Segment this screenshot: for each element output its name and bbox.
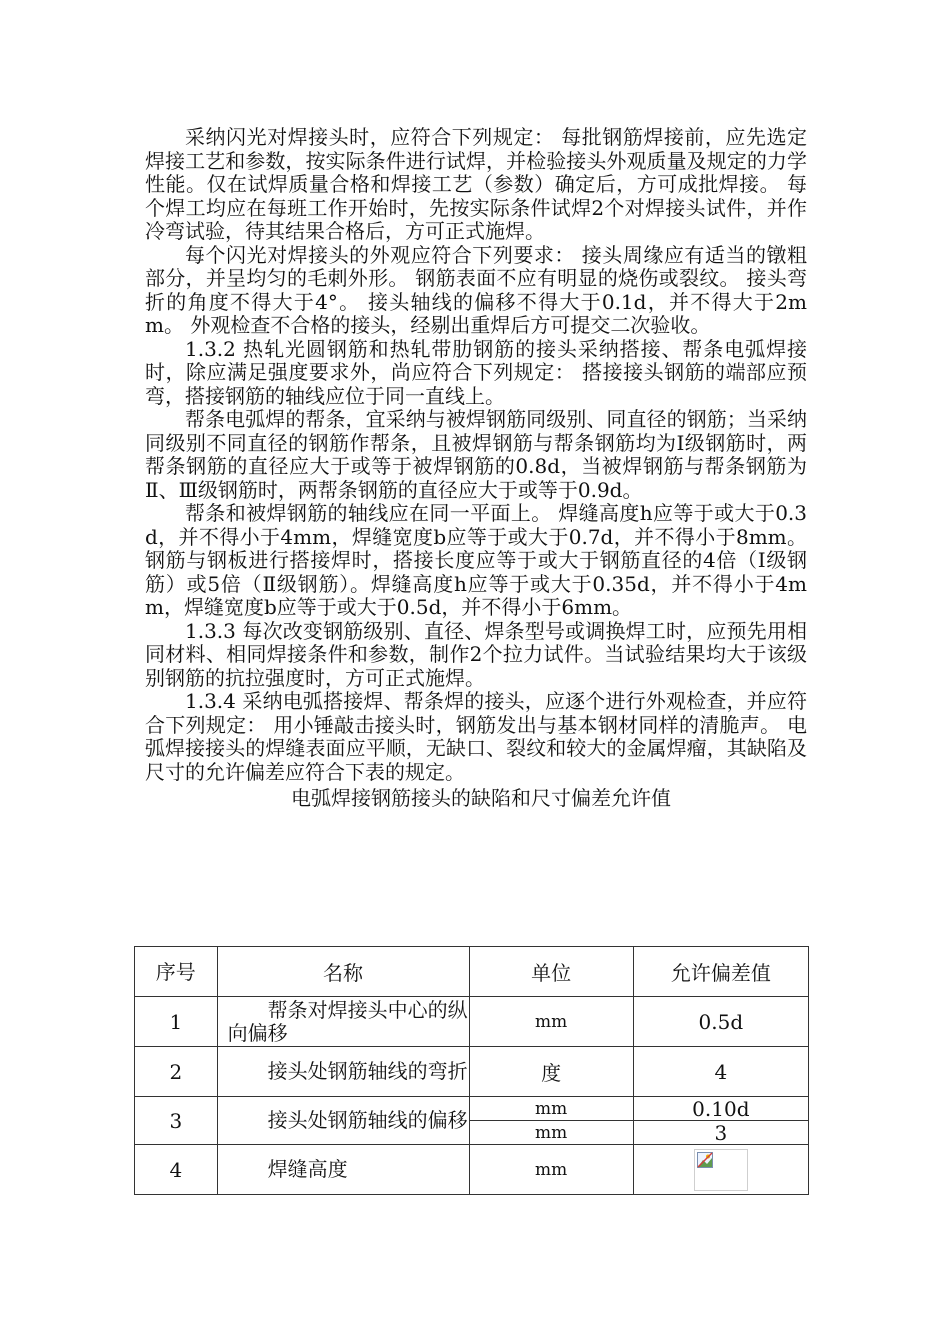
table-header-row xyxy=(135,947,809,997)
table-row xyxy=(135,1047,809,1097)
paragraph-joint-appearance: 每个闪光对焊接头的外观应符合下列要求： 接头周缘应有适当的镦粗部分，并呈均匀的毛刺外形。 钢筋表面不应有明显的烧伤或裂纹。 接头弯折的角度不得大于4°。 接头轴线的偏移不得大于0.1d，并不得大于2mm。 外观检查不合格的接头，经剔出重焊后方可提交二次验收。 xyxy=(145,242,807,337)
header-no: 序号 xyxy=(135,947,218,997)
document-body xyxy=(145,126,807,810)
deviation-table xyxy=(134,946,809,1195)
row-name-text: 焊缝高度 xyxy=(267,1157,348,1181)
row-unit: mm xyxy=(469,1145,633,1195)
table-row xyxy=(135,1145,809,1195)
broken-image-icon xyxy=(694,1149,748,1191)
table-caption: 电弧焊接钢筋接头的缺陷和尺寸偏差允许值 xyxy=(291,786,671,810)
row-name-text: 接头处钢筋轴线的弯折 xyxy=(267,1059,468,1083)
row-unit: mm xyxy=(469,1097,633,1121)
paragraph-1-3-2: 1.3.2 热轧光圆钢筋和热轧带肋钢筋的接头采纳搭接、帮条电弧焊接时，除应满足强度要求外，尚应符合下列规定： 搭接接头钢筋的端部应预弯，搭接钢筋的轴线应位于同一直线上。 xyxy=(145,336,807,408)
paragraph-strap-weld: 帮条电弧焊的帮条，宜采纳与被焊钢筋同级别、同直径的钢筋；当采纳同级别不同直径的钢筋作帮条，且被焊钢筋与帮条钢筋均为Ⅰ级钢筋时，两帮条钢筋的直径应大于或等于被焊钢筋的0.8d，当被焊钢筋与帮条钢筋为Ⅱ、Ⅲ级钢筋时，两帮条钢筋的直径应大于或等于0.9d。 xyxy=(145,407,807,502)
row-unit: 度 xyxy=(469,1047,633,1097)
row-name xyxy=(217,1145,469,1195)
row-no: 2 xyxy=(135,1047,218,1097)
row-no: 4 xyxy=(135,1145,218,1195)
row-value: 0.10d xyxy=(633,1097,808,1121)
row-unit: mm xyxy=(469,997,633,1047)
row-value xyxy=(633,1145,808,1195)
row-no: 3 xyxy=(135,1097,218,1145)
table-row xyxy=(135,1097,809,1121)
header-unit: 单位 xyxy=(469,947,633,997)
paragraph-weld-height: 帮条和被焊钢筋的轴线应在同一平面上。 焊缝高度h应等于或大于0.3d，并不得小于4mm，焊缝宽度b应等于或大于0.7d，并不得小于8mm。 钢筋与钢板进行搭接焊时，搭接长度应等于或大于钢筋直径的4倍（Ⅰ级钢筋）或5倍（Ⅱ级钢筋）。焊缝高度h应等于或大于0.35d，并不得小于4mm，焊缝宽度b应等于或大于0.5d，并不得小于6mm。 xyxy=(145,501,807,619)
row-value: 0.5d xyxy=(633,997,808,1047)
row-no: 1 xyxy=(135,997,218,1047)
row-value-secondary: 3 xyxy=(633,1121,808,1145)
table-row xyxy=(135,997,809,1047)
row-name xyxy=(217,1097,469,1145)
row-name-text: 帮条对焊接头中心的纵向偏移 xyxy=(227,997,468,1045)
paragraph-flash-butt-welding: 采纳闪光对焊接头时，应符合下列规定： 每批钢筋焊接前，应先选定焊接工艺和参数，按实际条件进行试焊，并检验接头外观质量及规定的力学性能。仅在试焊质量合格和焊接工艺（参数）确定后，方可成批焊接。 每个焊工均应在每班工作开始时，先按实际条件试焊2个对焊接头试件，并作冷弯试验，待其结果合格后，方可正式施焊。 xyxy=(145,125,807,243)
paragraph-1-3-3: 1.3.3 每次改变钢筋级别、直径、焊条型号或调换焊工时，应预先用相同材料、相同焊接条件和参数，制作2个拉力试件。当试验结果均大于该级别钢筋的抗拉强度时，方可正式施焊。 xyxy=(145,618,807,690)
row-name xyxy=(217,997,469,1047)
row-name-text: 接头处钢筋轴线的偏移 xyxy=(267,1108,468,1132)
image-placeholder-glyph xyxy=(697,1152,713,1168)
row-unit-secondary: mm xyxy=(469,1121,633,1145)
row-value: 4 xyxy=(633,1047,808,1097)
row-name xyxy=(217,1047,469,1097)
header-name: 名称 xyxy=(217,947,469,997)
header-value: 允许偏差值 xyxy=(633,947,808,997)
paragraph-1-3-4: 1.3.4 采纳电弧搭接焊、帮条焊的接头，应逐个进行外观检查，并应符合下列规定： 用小锤敲击接头时，钢筋发出与基本钢材同样的清脆声。 电弧焊接接头的焊缝表面应平顺，无缺口、裂纹和较大的金属焊瘤，其缺陷及尺寸的允许偏差应符合下表的规定。 xyxy=(145,689,807,784)
